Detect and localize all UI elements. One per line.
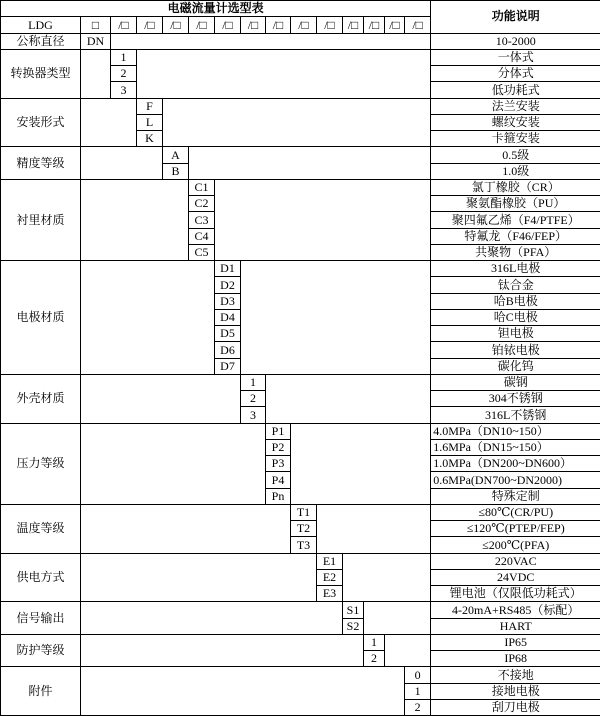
option-code: 3: [241, 407, 266, 423]
option-code: T1: [291, 504, 317, 520]
model-prefix: LDG: [1, 17, 81, 33]
option-code: 1: [241, 374, 266, 390]
group-label-diameter: 公称直径: [1, 33, 81, 49]
group-label: 电极材质: [1, 261, 81, 375]
diameter-desc: 10-2000: [431, 33, 600, 49]
option-desc: 316L电极: [431, 261, 600, 277]
option-code: C5: [189, 244, 215, 260]
option-code: D4: [215, 309, 241, 325]
option-desc: 24VDC: [431, 569, 600, 585]
option-code: P3: [266, 456, 291, 472]
spacer-cell: [215, 179, 431, 260]
option-desc: 0.5级: [431, 147, 600, 163]
option-desc: 哈C电极: [431, 309, 600, 325]
model-slash-box: /□: [317, 17, 343, 33]
option-desc: 0.6MPa(DN700~DN2000): [431, 472, 600, 488]
option-code: 1: [405, 683, 431, 699]
group-label: 温度等级: [1, 504, 81, 553]
option-code: D5: [215, 326, 241, 342]
model-slash-box: /□: [266, 17, 291, 33]
spacer-cell: [81, 504, 291, 553]
option-code: D3: [215, 293, 241, 309]
group-label: 附件: [1, 667, 81, 716]
group-label: 外壳材质: [1, 374, 81, 423]
model-slash-box: /□: [385, 17, 405, 33]
option-code: D7: [215, 358, 241, 374]
spacer-cell: [81, 147, 163, 180]
spacer-cell: [137, 49, 431, 98]
option-desc: 特殊定制: [431, 488, 600, 504]
option-desc: 1.0级: [431, 163, 600, 179]
spacer-cell: [81, 261, 215, 375]
option-desc: ≤120℃(PTEP/FEP): [431, 521, 600, 537]
group-label: 精度等级: [1, 147, 81, 180]
option-desc: 卡箍安装: [431, 131, 600, 147]
option-desc: 304不锈钢: [431, 391, 600, 407]
model-slash-box: /□: [405, 17, 431, 33]
option-desc: 法兰安装: [431, 98, 600, 114]
option-code: E2: [317, 569, 343, 585]
spacer-cell: [364, 602, 431, 635]
option-code: E3: [317, 586, 343, 602]
option-code: D2: [215, 277, 241, 293]
option-desc: 哈B电极: [431, 293, 600, 309]
option-desc: 1.0MPa（DN200~DN600）: [431, 456, 600, 472]
option-desc: 钛合金: [431, 277, 600, 293]
model-slash-box: /□: [241, 17, 266, 33]
model-slash-box: /□: [189, 17, 215, 33]
diameter-code: DN: [81, 33, 111, 49]
group-label: 压力等级: [1, 423, 81, 504]
group-label: 供电方式: [1, 553, 81, 602]
option-code: C2: [189, 196, 215, 212]
option-desc: 316L不锈钢: [431, 407, 600, 423]
option-code: 2: [405, 699, 431, 715]
option-desc: IP65: [431, 634, 600, 650]
option-code: D1: [215, 261, 241, 277]
option-code: 1: [364, 634, 385, 650]
table-title: 电磁流量计选型表: [1, 1, 431, 17]
option-desc: 不接地: [431, 667, 600, 683]
option-code: A: [163, 147, 189, 163]
option-code: 0: [405, 667, 431, 683]
option-desc: 一体式: [431, 49, 600, 65]
option-code: E1: [317, 553, 343, 569]
option-desc: 聚四氟乙烯（F4/PTFE）: [431, 212, 600, 228]
spacer-cell: [81, 634, 364, 667]
group-label: 安装形式: [1, 98, 81, 147]
model-slash-box: /□: [111, 17, 137, 33]
option-code: S2: [343, 618, 364, 634]
spacer-cell: [189, 147, 431, 180]
option-desc: 碳化钨: [431, 358, 600, 374]
option-code: L: [137, 114, 163, 130]
spacer-cell: [291, 423, 431, 504]
option-desc: HART: [431, 618, 600, 634]
spacer-cell: [111, 33, 431, 49]
option-desc: ≤80℃(CR/PU): [431, 504, 600, 520]
option-desc: 4.0MPa（DN10~150）: [431, 423, 600, 439]
option-code: C4: [189, 228, 215, 244]
option-desc: 螺纹安装: [431, 114, 600, 130]
group-label: 信号输出: [1, 602, 81, 635]
spacer-cell: [81, 374, 241, 423]
model-slash-box: /□: [343, 17, 364, 33]
spacer-cell: [317, 504, 431, 553]
spacer-cell: [241, 261, 431, 375]
option-code: T3: [291, 537, 317, 553]
option-code: 3: [111, 82, 137, 98]
spacer-cell: [81, 423, 266, 504]
spacer-cell: [81, 98, 137, 147]
option-code: C1: [189, 179, 215, 195]
option-desc: 特氟龙（F46/FEP）: [431, 228, 600, 244]
model-slash-box: /□: [364, 17, 385, 33]
option-desc: 铂铱电极: [431, 342, 600, 358]
model-slash-box: /□: [291, 17, 317, 33]
option-desc: 刮刀电极: [431, 699, 600, 715]
option-code: K: [137, 131, 163, 147]
option-code: D6: [215, 342, 241, 358]
spacer-cell: [81, 553, 317, 602]
model-slash-box: /□: [137, 17, 163, 33]
option-desc: ≤200℃(PFA): [431, 537, 600, 553]
spacer-cell: [81, 49, 111, 98]
option-code: B: [163, 163, 189, 179]
option-code: 2: [364, 651, 385, 667]
option-desc: 锂电池（仅限低功耗式）: [431, 586, 600, 602]
option-desc: 低功耗式: [431, 82, 600, 98]
option-code: P1: [266, 423, 291, 439]
option-code: Pn: [266, 488, 291, 504]
spacer-cell: [343, 553, 431, 602]
model-slash-box: /□: [163, 17, 189, 33]
option-code: P4: [266, 472, 291, 488]
option-desc: 1.6MPa（DN15~150）: [431, 439, 600, 455]
option-desc: 220VAC: [431, 553, 600, 569]
option-code: P2: [266, 439, 291, 455]
option-code: C3: [189, 212, 215, 228]
option-desc: 氯丁橡胶（CR）: [431, 179, 600, 195]
function-column-header: 功能说明: [431, 1, 600, 34]
option-desc: 分体式: [431, 66, 600, 82]
group-label: 防护等级: [1, 634, 81, 667]
spacer-cell: [81, 667, 405, 716]
option-desc: 4-20mA+RS485（标配）: [431, 602, 600, 618]
option-code: S1: [343, 602, 364, 618]
option-desc: 接地电极: [431, 683, 600, 699]
option-code: 2: [241, 391, 266, 407]
model-code-box: □: [81, 17, 111, 33]
group-label: 衬里材质: [1, 179, 81, 260]
option-desc: 钽电极: [431, 326, 600, 342]
spacer-cell: [385, 634, 431, 667]
option-desc: IP68: [431, 651, 600, 667]
model-slash-box: /□: [215, 17, 241, 33]
spacer-cell: [163, 98, 431, 147]
spacer-cell: [266, 374, 431, 423]
option-desc: 碳钢: [431, 374, 600, 390]
group-label: 转换器类型: [1, 49, 81, 98]
option-code: F: [137, 98, 163, 114]
option-desc: 聚氨酯橡胶（PU）: [431, 196, 600, 212]
spacer-cell: [81, 179, 189, 260]
spacer-cell: [81, 602, 343, 635]
option-code: 2: [111, 66, 137, 82]
option-code: T2: [291, 521, 317, 537]
option-code: 1: [111, 49, 137, 65]
option-desc: 共聚物（PFA）: [431, 244, 600, 260]
